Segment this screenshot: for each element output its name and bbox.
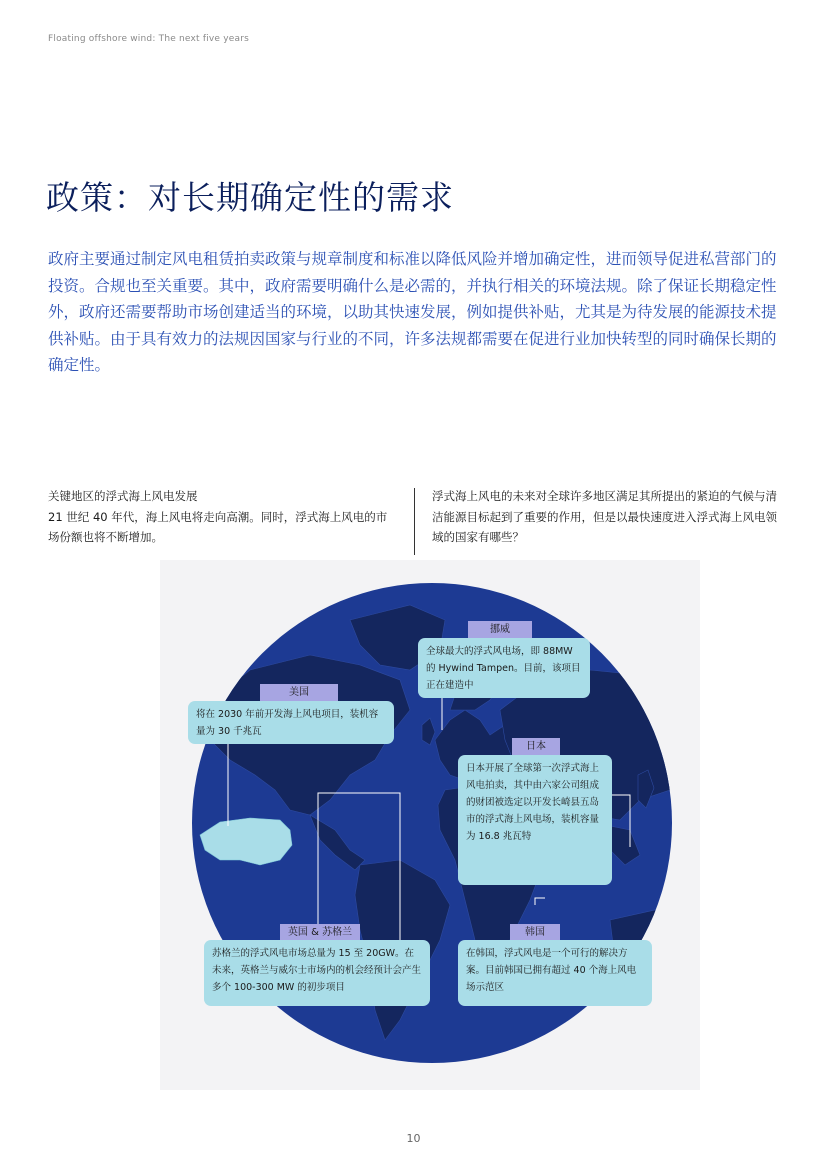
running-header: Floating offshore wind: The next five years — [48, 34, 249, 44]
korea-card: 在韩国，浮式风电是一个可行的解决方案。目前韩国已拥有超过 40 个海上风电场示范区 — [458, 940, 652, 1006]
world-map-figure — [160, 560, 700, 1090]
right-column-body: 浮式海上风电的未来对全球许多地区满足其所提出的紧迫的气候与清洁能源目标起到了重要的作用，但是以最快速度进入浮式海上风电领域的国家有哪些？ — [432, 489, 777, 544]
norway-card: 全球最大的浮式风电场，即 88MW 的 Hywind Tampen。目前，该项目正在建造中 — [418, 638, 590, 698]
page-title: 政策：对长期确定性的需求 — [46, 178, 454, 217]
uk-card: 苏格兰的浮式风电市场总量为 15 至 20GW。在未来，英格兰与威尔士市场内的机会经预计会产生多个 100-300 MW 的初步项目 — [204, 940, 430, 1006]
column-divider — [414, 488, 415, 555]
japan-card: 日本开展了全球第一次浮式海上风电拍卖，其中由六家公司组成的财团被选定以开发长崎县五岛市的浮式海上风电场，装机容量为 16.8 兆瓦特 — [458, 755, 612, 885]
usa-tag: 美国 — [260, 684, 338, 701]
right-column — [432, 486, 782, 548]
uk-tag: 英国 & 苏格兰 — [280, 924, 360, 941]
left-column-heading: 关键地区的浮式海上风电发展 — [48, 489, 198, 503]
left-column-body: 21 世纪 40 年代，海上风电将走向高潮。同时，浮式海上风电的市场份额也将不断增加。 — [48, 509, 388, 544]
usa-card: 将在 2030 年前开发海上风电项目，装机容量为 30 千兆瓦 — [188, 701, 394, 744]
norway-tag: 挪威 — [468, 621, 532, 638]
korea-tag: 韩国 — [510, 924, 560, 941]
left-column — [48, 486, 398, 548]
japan-tag: 日本 — [512, 738, 560, 755]
intro-paragraph: 政府主要通过制定风电租赁拍卖政策与规章制度和标准以降低风险并增加确定性，进而领导促进私营部门的投资。合规也至关重要。其中，政府需要明确什么是必需的，并执行相关的环境法规。除了保证长期稳定性外，政府还需要帮助市场创建适当的环境，以助其快速发展，例如提供补贴，尤其是为待发展的能源技术提供补贴。由于具有效力的法规因国家与行业的不同，许多法规都需要在促进行业加快转型的同时确保长期的确定性。 — [48, 250, 777, 374]
page-number: 10 — [406, 1132, 421, 1145]
